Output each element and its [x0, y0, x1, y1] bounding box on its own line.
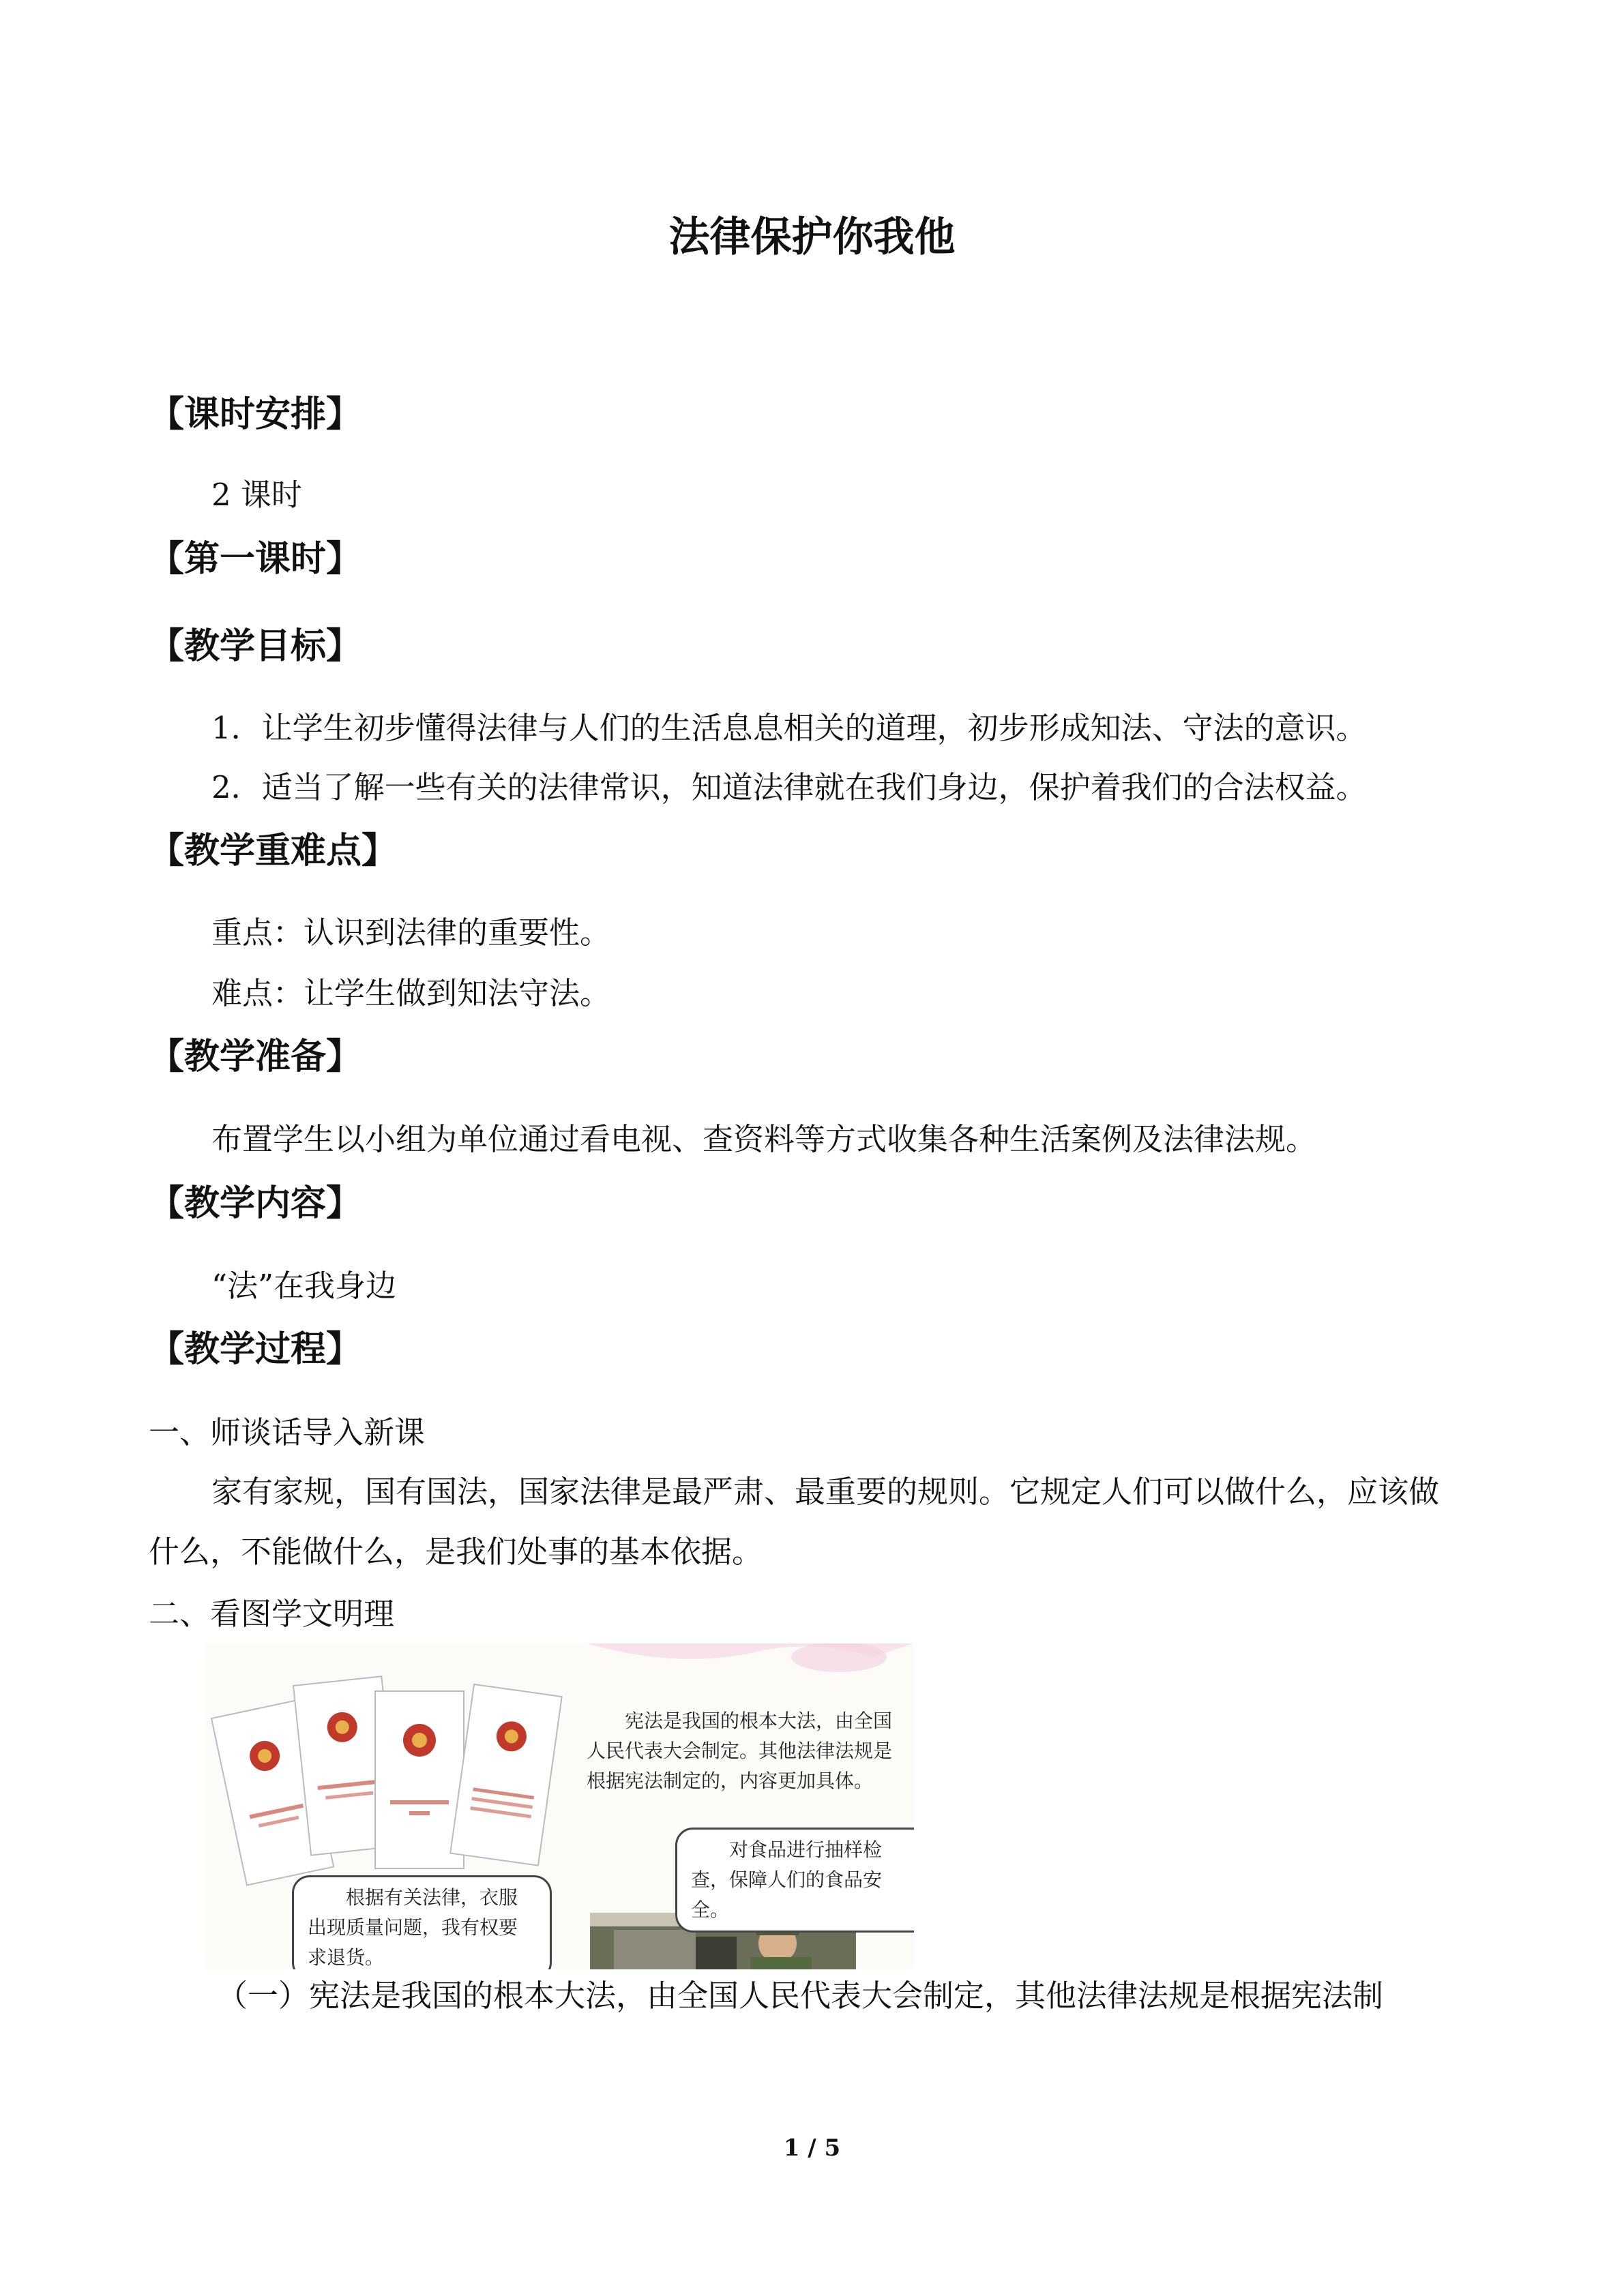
law-booklets: [211, 1676, 562, 1885]
heading-content: 【教学内容】: [149, 1183, 362, 1224]
page-title: 法律保护你我他: [668, 213, 956, 261]
heading-first-lesson: 【第一课时】: [149, 539, 362, 580]
speech-bubble-food-safety: 对食品进行抽样检查，保障人们的食品安全。: [675, 1828, 914, 1933]
content-text: “法”在我身边: [211, 1268, 397, 1304]
heading-goals: 【教学目标】: [149, 626, 362, 667]
textbook-illustration: [205, 1643, 914, 1969]
heading-process: 【教学过程】: [149, 1329, 362, 1370]
key-point-item: 重点：认识到法律的重要性。: [211, 914, 611, 951]
page-number: 1 / 5: [783, 2134, 841, 2162]
difficulty-item: 难点：让学生做到知法守法。: [211, 975, 611, 1011]
goal-item-2: 2．适当了解一些有关的法律常识，知道法律就在我们身边，保护着我们的合法权益。: [211, 769, 1367, 805]
constitution-caption: 宪法是我国的根本大法，由全国人民代表大会制定。其他法律法规是根据宪法制定的，内容更加具体。: [587, 1710, 893, 1792]
goal-item-1: 1．让学生初步懂得法律与人们的生活息息相关的道理，初步形成知法、守法的意识。: [211, 710, 1367, 746]
process-step1-text: 家有家规，国有国法，国家法律是最严肃、最重要的规则。它规定人们可以做什么，应该做什么，不能做什么，是我们处事的基本依据。: [149, 1474, 1440, 1570]
schedule-text: 2 课时: [211, 477, 302, 513]
heading-preparation: 【教学准备】: [149, 1037, 362, 1077]
heading-key-points: 【教学重难点】: [149, 831, 398, 871]
process-step1-title: 一、师谈话导入新课: [149, 1414, 426, 1450]
preparation-text: 布置学生以小组为单位通过看电视、查资料等方式收集各种生活案例及法律法规。: [211, 1121, 1317, 1157]
process-step2-sub1: （一）宪法是我国的根本大法，由全国人民代表大会制定，其他法律法规是根据宪法制: [217, 1978, 1384, 2014]
heading-schedule: 【课时安排】: [149, 394, 362, 435]
speech-bubble-clothing-return: 根据有关法律，衣服出现质量问题，我有权要求退货。: [292, 1875, 552, 1969]
process-step2-title: 二、看图学文明理: [149, 1596, 395, 1632]
